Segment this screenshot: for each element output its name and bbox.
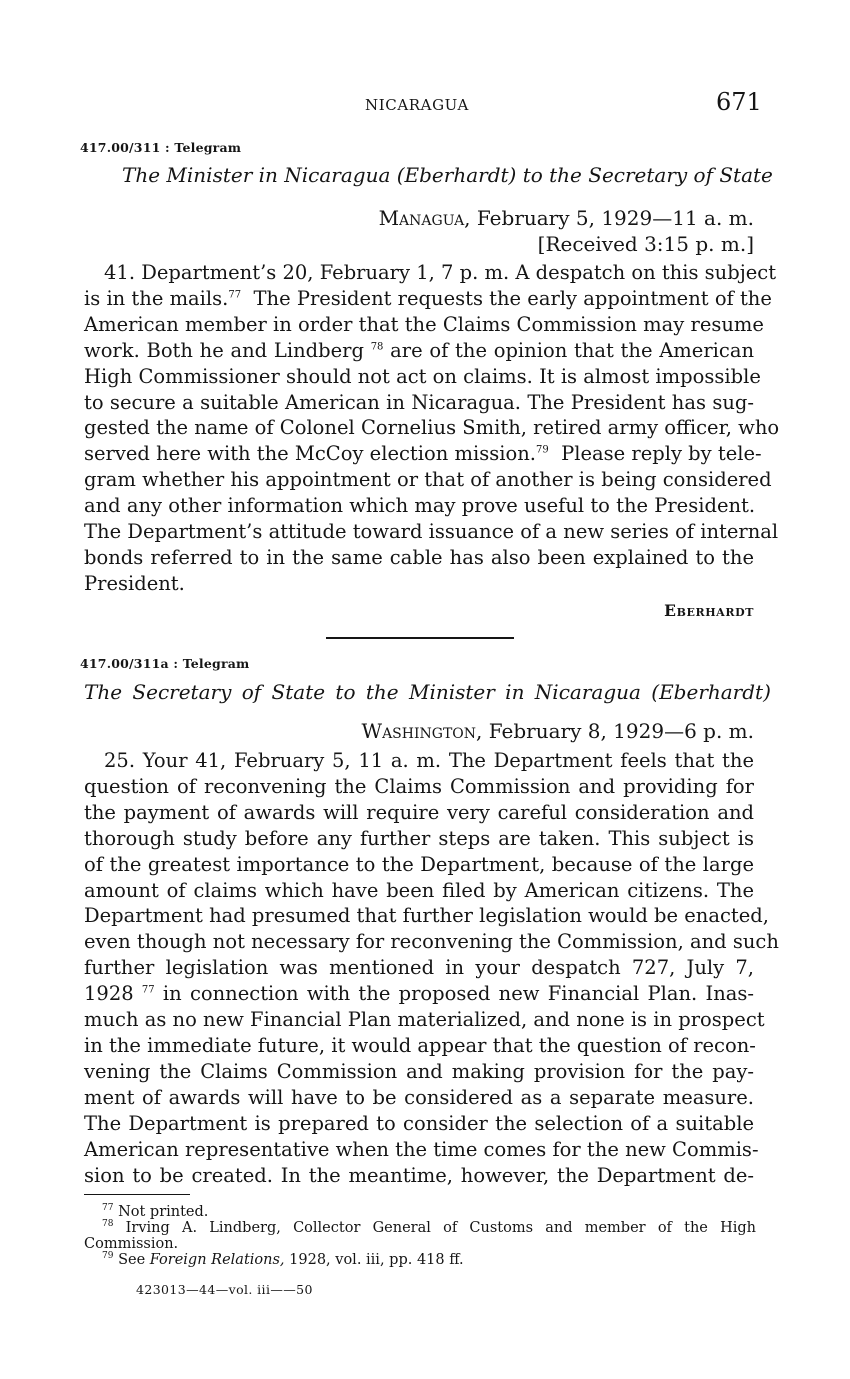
signature: Eberhardt — [664, 601, 754, 620]
footnote-number: 79 — [102, 1251, 114, 1262]
dateline-time-1: February 5, 1929—11 a. m. — [476, 206, 754, 230]
body-line: The Department’s attitude toward issuance of a new series of internal — [84, 520, 779, 544]
body-line: even though not necessary for reconvening the Commission, and such — [84, 930, 779, 954]
body-line: High Commissioner should not act on claims. It is almost impossible — [84, 364, 761, 388]
body-text: 1928 — [84, 982, 134, 1006]
body-line: ment of awards will have to be considered as a separate measure. — [84, 1085, 754, 1109]
body-line: further legislation was mentioned in your despatch 727, July 7, — [84, 956, 754, 980]
body-text: in connection with the proposed new Financial Plan. Inas- — [162, 982, 754, 1006]
body-text: work. Both he and Lindberg — [84, 338, 364, 362]
body-line: and any other information which may prove useful to the President. — [84, 494, 756, 518]
footnote-77 — [84, 1204, 756, 1220]
body-line — [84, 286, 772, 312]
body-line: vening the Claims Commission and making provision for the pay- — [84, 1059, 754, 1083]
body-line: the payment of awards will require very careful consideration and — [84, 800, 754, 824]
footnote-78 — [84, 1220, 756, 1236]
footnote-number: 77 — [102, 1203, 114, 1214]
document-title-2: The Secretary of State to the Minister in Nicaragua (Eberhardt) — [84, 680, 771, 704]
body-line: much as no new Financial Plan materialized, and none is in prospect — [84, 1008, 765, 1032]
section-divider — [326, 637, 514, 639]
document-title-1: The Minister in Nicaragua (Eberhardt) to the Secretary of State — [122, 163, 773, 187]
footnote-text: See — [118, 1252, 146, 1268]
footnote-italic-title: Foreign Relations, — [149, 1252, 285, 1268]
file-reference-1: 417.00/311 : Telegram — [80, 140, 242, 155]
footnote-text: Not printed. — [118, 1204, 209, 1220]
body-line: bonds referred to in the same cable has also been explained to the — [84, 545, 754, 569]
body-line: thorough study before any further steps are taken. This subject is — [84, 826, 754, 850]
body-line: President. — [84, 571, 185, 595]
body-text: is in the mails. — [84, 286, 229, 310]
body-text: The President requests the early appointment of the — [253, 286, 772, 310]
footnote-rule — [84, 1194, 190, 1195]
footnote-78-continued: Commission. — [84, 1236, 179, 1252]
file-reference-2: 417.00/311a : Telegram — [80, 656, 250, 671]
body-line: American member in order that the Claims Commission may resume — [84, 312, 764, 336]
body-line: 41. Department’s 20, February 1, 7 p. m. A despatch on this subject — [104, 261, 777, 284]
footnote-ref-77: 77 — [141, 984, 155, 996]
body-line: amount of claims which have been filed by American citizens. The — [84, 878, 754, 902]
running-head: NICARAGUA — [365, 96, 469, 114]
footnote-ref-78: 78 — [370, 341, 384, 353]
dateline-place-1: Managua, — [378, 206, 471, 230]
dateline-2 — [362, 719, 754, 743]
body-line: gested the name of Colonel Cornelius Smith, retired army officer, who — [84, 416, 780, 440]
body-text: Please reply by tele- — [561, 442, 762, 466]
footnote-79 — [84, 1252, 756, 1268]
print-code: 423013—44—vol. iii——50 — [136, 1282, 313, 1297]
footnote-number: 78 — [102, 1219, 114, 1230]
footnote-ref-77: 77 — [228, 289, 242, 301]
footnotes — [84, 1204, 756, 1268]
body-line: question of reconvening the Claims Commission and providing for — [84, 774, 754, 798]
telegram-body-1 — [84, 260, 780, 597]
body-line: The Department is prepared to consider the selection of a suitable — [84, 1111, 754, 1135]
dateline-time-2: February 8, 1929—6 p. m. — [488, 719, 754, 743]
body-line: 25. Your 41, February 5, 11 a. m. The Department feels that the — [104, 749, 754, 772]
body-text: served here with the McCoy election mission. — [84, 442, 536, 466]
dateline-1 — [379, 206, 754, 230]
body-line — [84, 338, 754, 364]
body-line — [84, 441, 762, 467]
body-line: gram whether his appointment or that of another is being considered — [84, 468, 772, 492]
body-line: in the immediate future, it would appear that the question of recon- — [84, 1033, 756, 1057]
dateline-place-2: Washington, — [361, 719, 483, 743]
footnote-ref-79: 79 — [535, 444, 549, 456]
footnote-text: 1928, vol. iii, pp. 418 ff. — [289, 1252, 464, 1268]
body-line: American representative when the time comes for the new Commis- — [84, 1137, 759, 1161]
telegram-body-2 — [84, 748, 779, 1188]
page-number: 671 — [716, 88, 762, 116]
body-line: to secure a suitable American in Nicaragua. The President has sug- — [84, 390, 754, 414]
body-line: sion to be created. In the meantime, however, the Department de- — [84, 1163, 754, 1187]
body-line — [84, 981, 754, 1007]
body-line: of the greatest importance to the Department, because of the large — [84, 852, 754, 876]
body-text: are of the opinion that the American — [390, 338, 754, 362]
footnote-text: Irving A. Lindberg, Collector General of Customs and member of the High — [125, 1220, 756, 1236]
received-note-1: [Received 3:15 p. m.] — [537, 232, 754, 256]
body-line: Department had presumed that further legislation would be enacted, — [84, 904, 769, 928]
